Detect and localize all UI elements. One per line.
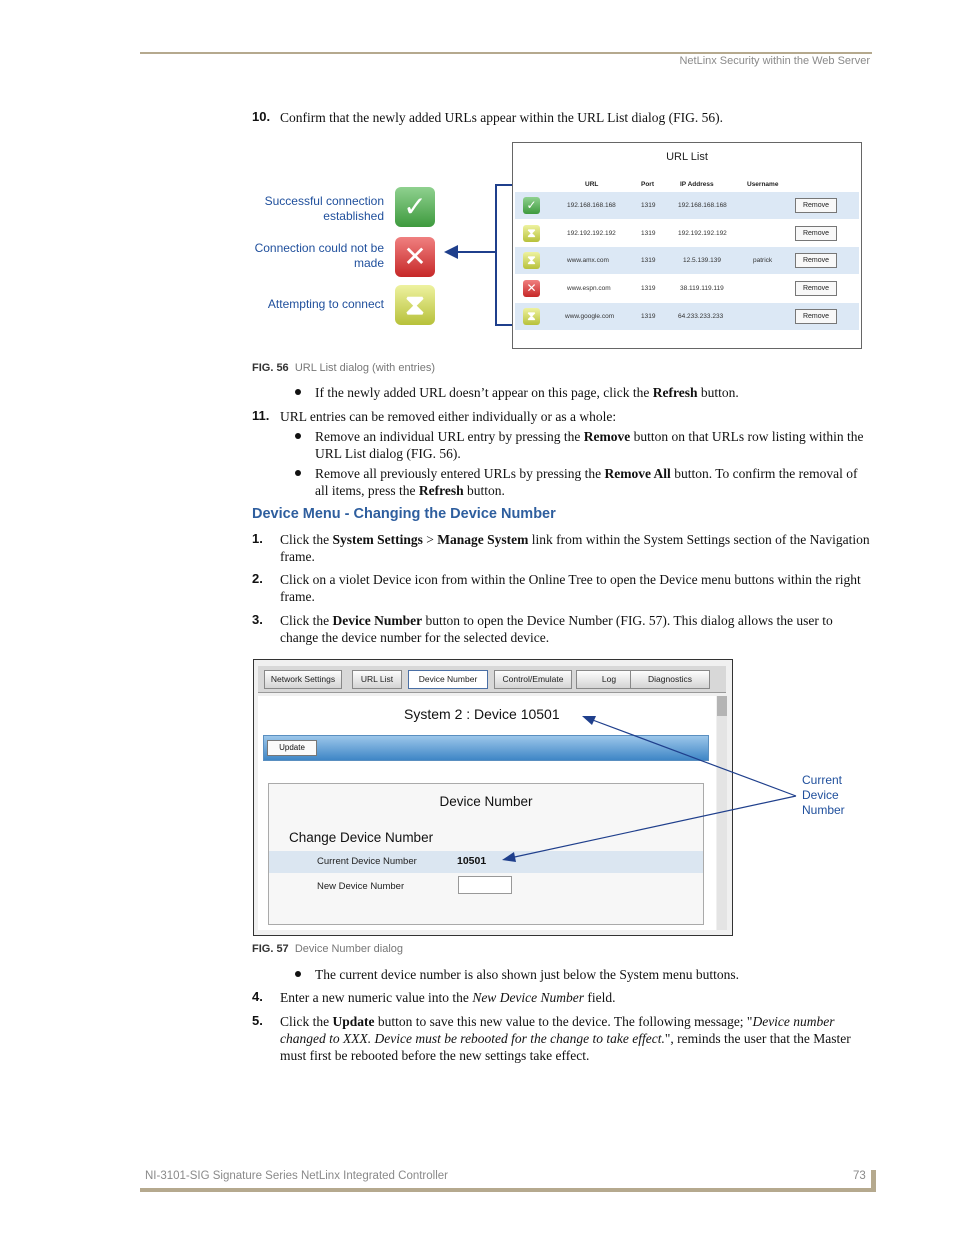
- hourglass-icon: ⧗: [523, 225, 540, 242]
- port-cell: 1319: [641, 285, 656, 292]
- port-cell: 1319: [641, 202, 656, 209]
- footer-rule-corner: [871, 1170, 876, 1192]
- callout-arrows: [490, 705, 810, 875]
- current-device-label: Current Device Number: [317, 856, 417, 867]
- hourglass-icon: ⧗: [395, 285, 435, 325]
- ip-cell: 12.5.139.139: [683, 257, 721, 264]
- system-device-title: System 2 : Device 10501: [404, 706, 560, 722]
- column-header: Port: [641, 181, 654, 188]
- step-text: Enter a new numeric value into the New Device Number field.: [280, 990, 616, 1005]
- ip-cell: 192.192.192.192: [678, 230, 727, 237]
- step-text: Click the Update button to save this new value to the device. The following message; "Device number changed to XXX. Device must be rebooted for the change to take effect.", reminds the user that the Master must first be rebooted before the new settings take effect.: [280, 1014, 851, 1063]
- figure-caption: [252, 362, 435, 374]
- check-icon: ✓: [395, 187, 435, 227]
- username-cell: patrick: [753, 257, 773, 264]
- legend-error-label: Connection could not be made: [254, 241, 384, 270]
- figure-caption-text: Device Number dialog: [294, 943, 404, 955]
- bullet-text: Remove all previously entered URLs by pressing the Remove All button. To confirm the removal of all items, press the Refresh button.: [315, 466, 858, 498]
- url-cell: 192.192.192.192: [567, 230, 616, 237]
- bullet-dot: [295, 389, 301, 395]
- figure-caption-text: URL List dialog (with entries): [294, 362, 436, 374]
- section-heading: Device Menu - Changing the Device Number: [252, 506, 556, 522]
- check-icon: ✓: [523, 197, 540, 214]
- remove-button[interactable]: Remove: [795, 253, 837, 268]
- bullet-text: The current device number is also shown just below the System menu buttons.: [315, 967, 740, 982]
- current-device-value: 10501: [457, 855, 487, 867]
- step-number: 10.: [252, 109, 271, 124]
- legend-success-label: Successful connection established: [264, 194, 384, 223]
- step-number: 3.: [252, 612, 263, 627]
- ip-cell: 38.119.119.119: [680, 285, 724, 292]
- legend-bracket-arrow: [440, 180, 515, 330]
- remove-button[interactable]: Remove: [795, 309, 837, 324]
- bullet-dot: [295, 971, 301, 977]
- running-header: NetLinx Security within the Web Server: [679, 55, 870, 67]
- url-list-title: URL List: [666, 151, 708, 163]
- table-row: [515, 275, 859, 302]
- hourglass-icon: ⧗: [523, 308, 540, 325]
- step-number: 1.: [252, 531, 263, 546]
- step-number: 5.: [252, 1013, 263, 1028]
- step-text: URL entries can be removed either individually or as a whole:: [280, 409, 617, 424]
- step-number: 4.: [252, 989, 263, 1004]
- step-text: Confirm that the newly added URLs appear within the URL List dialog (FIG. 56).: [280, 110, 724, 125]
- step-text: Click the Device Number button to open the Device Number (FIG. 57). This dialog allows the user to change the device number for the selected device.: [280, 613, 833, 645]
- column-header: Username: [747, 181, 779, 188]
- url-cell: www.amx.com: [567, 257, 609, 264]
- url-cell: www.google.com: [565, 313, 615, 320]
- legend-attempt-label: Attempting to connect: [267, 297, 384, 311]
- url-list-dialog: [512, 142, 862, 349]
- url-cell: 192.168.168.168: [567, 202, 616, 209]
- x-icon: ✕: [395, 237, 435, 277]
- figure-number: FIG. 57: [252, 943, 289, 955]
- table-row: [515, 303, 859, 330]
- hourglass-icon: ⧗: [523, 252, 540, 269]
- tab-device-number[interactable]: Device Number: [408, 670, 488, 689]
- x-icon: ✕: [523, 280, 540, 297]
- new-device-label: New Device Number: [317, 881, 405, 892]
- tab-bar: [258, 666, 726, 693]
- bullet-text: If the newly added URL doesn’t appear on this page, click the Refresh button.: [315, 385, 739, 400]
- step-text: Click on a violet Device icon from within the Online Tree to open the Device menu buttons within the right frame.: [280, 572, 861, 604]
- remove-button[interactable]: Remove: [795, 226, 837, 241]
- change-device-number-heading: Change Device Number: [289, 830, 434, 845]
- tab-network-settings[interactable]: Network Settings: [264, 670, 342, 689]
- update-button[interactable]: Update: [267, 740, 317, 756]
- figure-caption: [252, 943, 403, 955]
- tab-diagnostics[interactable]: Diagnostics: [630, 670, 710, 689]
- ip-cell: 192.168.168.168: [678, 202, 727, 209]
- ip-cell: 64.233.233.233: [678, 313, 724, 320]
- current-device-callout: Current Device Number: [802, 773, 845, 817]
- panel-title: Device Number: [439, 794, 533, 809]
- footer-title: NI-3101-SIG Signature Series NetLinx Integrated Controller: [145, 1170, 448, 1182]
- remove-button[interactable]: Remove: [795, 281, 837, 296]
- table-row: [515, 192, 859, 219]
- bullet-dot: [295, 470, 301, 476]
- footer-rule: [140, 1188, 876, 1192]
- remove-button[interactable]: Remove: [795, 198, 837, 213]
- port-cell: 1319: [641, 257, 656, 264]
- step-number: 2.: [252, 571, 263, 586]
- figure-number: FIG. 56: [252, 362, 289, 374]
- tab-control-emulate[interactable]: Control/Emulate: [494, 670, 572, 689]
- new-device-number-input[interactable]: [458, 876, 512, 894]
- tab-url-list[interactable]: URL List: [352, 670, 402, 689]
- port-cell: 1319: [641, 313, 656, 320]
- port-cell: 1319: [641, 230, 656, 237]
- bullet-text: Remove an individual URL entry by pressing the Remove button on that URLs row listing within the URL List dialog (FIG. 56).: [315, 429, 864, 461]
- step-text: Click the System Settings > Manage System link from within the System Settings section of the Navigation frame.: [280, 532, 870, 564]
- bullet-dot: [295, 433, 301, 439]
- column-header: URL: [585, 181, 599, 188]
- url-cell: www.espn.com: [567, 285, 611, 292]
- tab-log[interactable]: Log: [576, 670, 642, 689]
- column-header: IP Address: [680, 181, 714, 188]
- table-row: [515, 247, 859, 274]
- step-number: 11.: [252, 408, 270, 423]
- page-number: 73: [853, 1170, 866, 1182]
- table-row: [515, 220, 859, 247]
- header-rule: [140, 52, 872, 54]
